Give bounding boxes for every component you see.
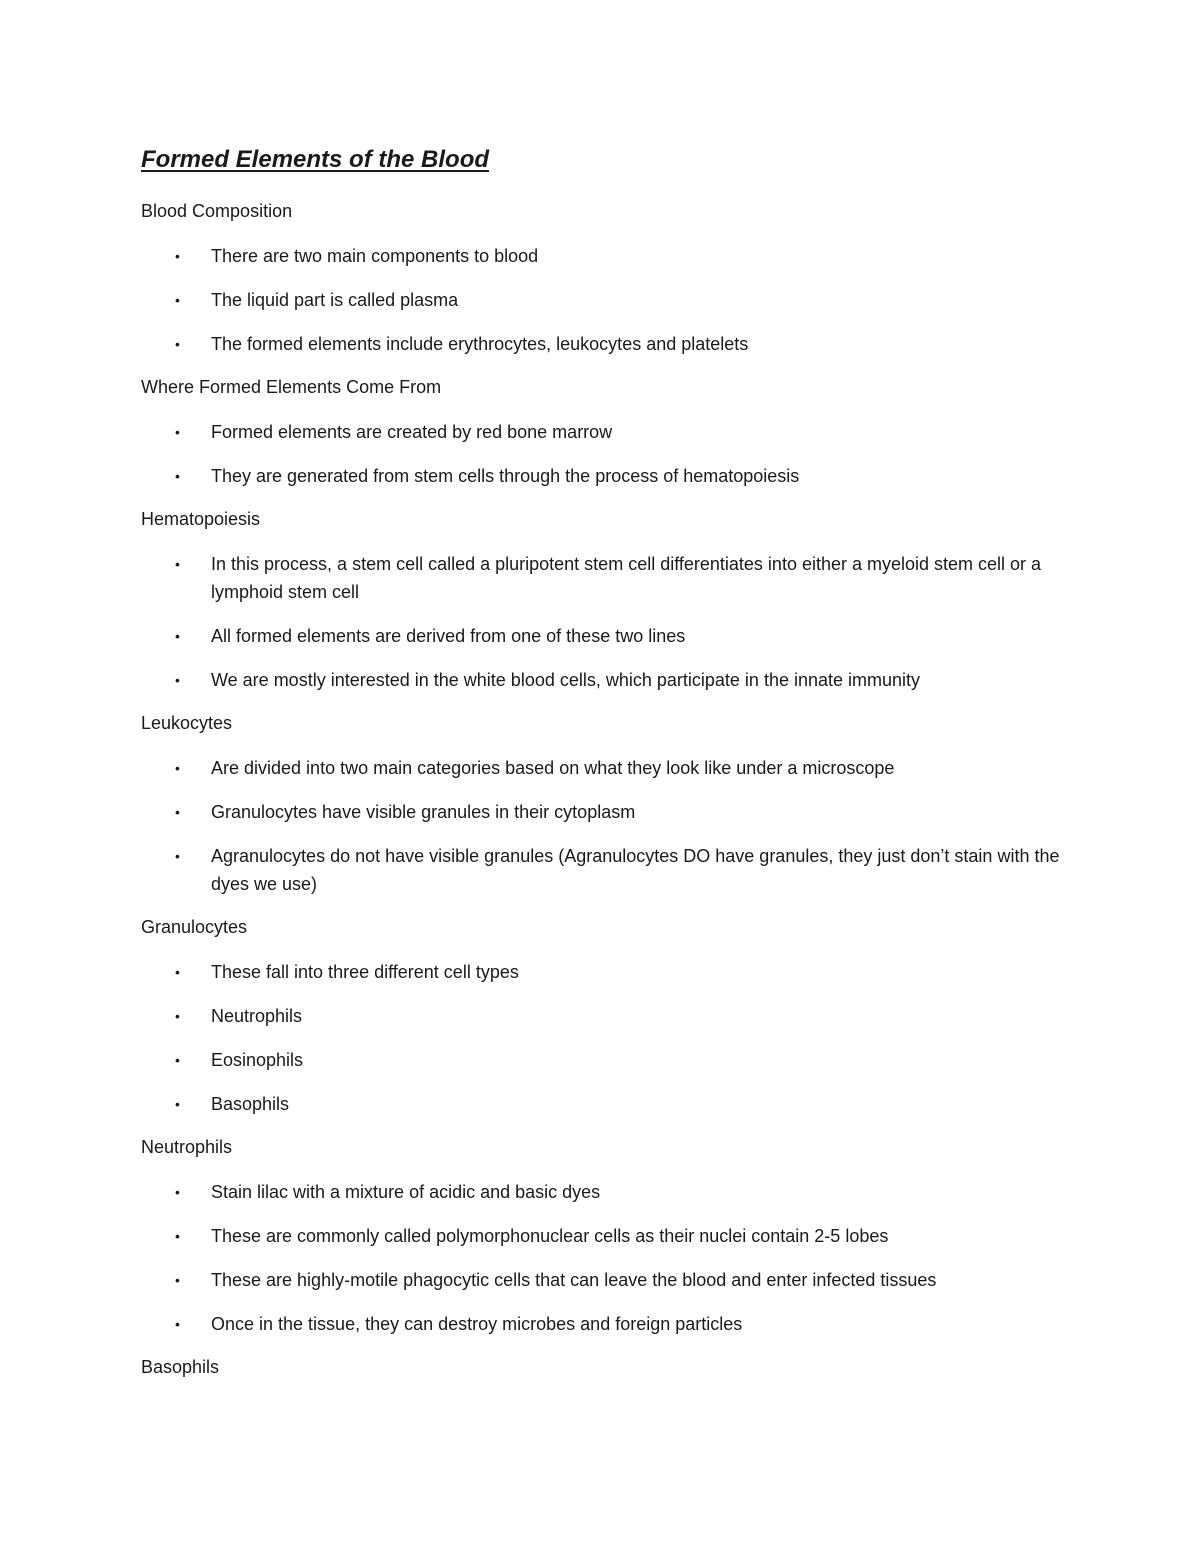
list-item [141,666,1061,694]
bullet-list [141,418,1061,490]
list-item-text: These are commonly called polymorphonuclear cells as their nuclei contain 2-5 lobes [211,1226,889,1246]
list-item-text: Once in the tissue, they can destroy microbes and foreign particles [211,1314,743,1334]
list-item-text: Are divided into two main categories based on what they look like under a microscope [211,758,895,778]
section-heading: Leukocytes [141,713,233,733]
bullet-icon: • [175,1228,180,1244]
list-item-text: The formed elements include erythrocytes, leukocytes and platelets [211,334,749,354]
list-item [141,842,1061,898]
bullet-icon: • [175,424,180,440]
list-item [141,462,1061,490]
list-item-text: These fall into three different cell types [211,962,519,982]
list-item-text: The liquid part is called plasma [211,290,459,310]
bullet-icon: • [175,1052,180,1068]
list-item-text: There are two main components to blood [211,246,539,266]
bullet-list [141,958,1061,1118]
bullet-icon: • [175,1096,180,1112]
list-item [141,1310,1061,1338]
bullet-icon: • [175,1272,180,1288]
bullet-icon: • [175,848,180,864]
section-heading: Blood Composition [141,201,293,221]
list-item [141,418,1061,446]
bullet-list [141,550,1061,694]
list-item-text: They are generated from stem cells through the process of hematopoiesis [211,466,800,486]
list-item [141,1178,1061,1206]
list-item-text: These are highly-motile phagocytic cells that can leave the blood and enter infected tissues [211,1270,937,1290]
list-item-text: Agranulocytes do not have visible granules (Agranulocytes DO have granules, they just don’t stain with the dyes we use) [211,846,1060,894]
list-item-text: Granulocytes have visible granules in their cytoplasm [211,802,636,822]
section-heading: Basophils [141,1357,220,1377]
bullet-icon: • [175,556,180,572]
list-item-text: All formed elements are derived from one of these two lines [211,626,686,646]
list-item [141,1002,1061,1030]
list-item [141,958,1061,986]
bullet-icon: • [175,336,180,352]
section-heading: Hematopoiesis [141,509,261,529]
list-item [141,1090,1061,1118]
list-item [141,754,1061,782]
list-item [141,286,1061,314]
bullet-list [141,242,1061,358]
bullet-icon: • [175,964,180,980]
list-item [141,1046,1061,1074]
list-item [141,550,1061,606]
bullet-icon: • [175,804,180,820]
bullet-icon: • [175,1316,180,1332]
list-item [141,798,1061,826]
section-heading: Neutrophils [141,1137,233,1157]
list-item-text: Eosinophils [211,1050,304,1070]
list-item [141,1266,1061,1294]
section-heading: Granulocytes [141,917,248,937]
bullet-icon: • [175,628,180,644]
list-item [141,330,1061,358]
list-item-text: Formed elements are created by red bone marrow [211,422,613,442]
bullet-icon: • [175,292,180,308]
bullet-icon: • [175,760,180,776]
list-item [141,1222,1061,1250]
list-item-text: Stain lilac with a mixture of acidic and basic dyes [211,1182,601,1202]
document-body [141,198,1061,1380]
bullet-icon: • [175,1008,180,1024]
bullet-icon: • [175,468,180,484]
bullet-icon: • [175,672,180,688]
document-page [141,140,1061,1398]
bullet-list [141,754,1061,898]
list-item [141,242,1061,270]
list-item-text: We are mostly interested in the white blood cells, which participate in the innate immunity [211,670,921,690]
list-item-text: Neutrophils [211,1006,303,1026]
section-heading: Where Formed Elements Come From [141,377,442,397]
list-item-text: In this process, a stem cell called a pluripotent stem cell differentiates into either a myeloid stem cell or a lymphoid stem cell [211,554,1042,602]
list-item-text: Basophils [211,1094,290,1114]
bullet-list [141,1178,1061,1338]
bullet-icon: • [175,248,180,264]
document-title: Formed Elements of the Blood [141,146,490,173]
list-item [141,622,1061,650]
bullet-icon: • [175,1184,180,1200]
